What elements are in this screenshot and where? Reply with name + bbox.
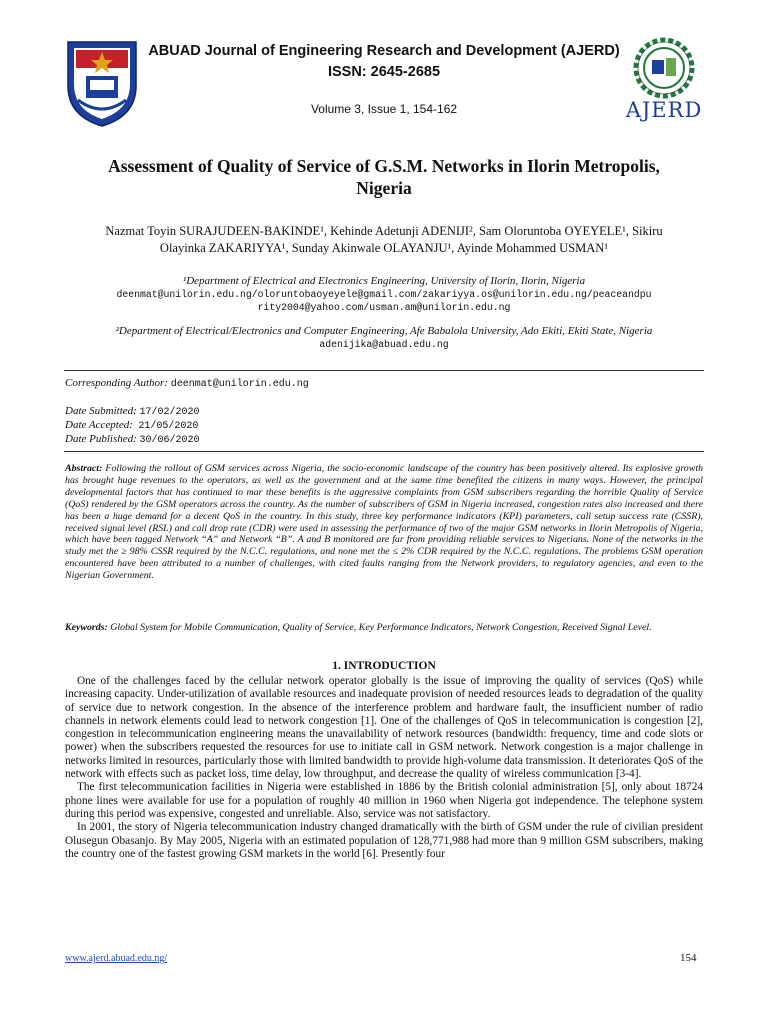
journal-issn: ISSN: 2645-2685 xyxy=(327,64,441,80)
paragraph-2-text: The first telecommunication facilities in Nigeria were established in 1886 by the British colonial administration [5], only about 18724 phone lines were available for use for a population of roughly 40 million in 1960 when Nigeria got independence. The telephone system during this period was expensive, congested and unreliable. Also, service was not satisfactory. xyxy=(65,781,703,820)
abstract-label: Abstract: xyxy=(65,463,103,474)
volume-info: Volume 3, Issue 1, 154-162 xyxy=(310,102,458,116)
ajerd-logo-text: AJERD xyxy=(625,98,703,122)
submitted-label: Date Submitted: xyxy=(65,405,137,417)
paragraph xyxy=(65,675,703,781)
accepted-label: Date Accepted: xyxy=(65,419,133,431)
page-number: 154 xyxy=(680,952,697,964)
keywords-text: Global System for Mobile Communication, Quality of Service, Key Performance Indicators, Network Congestion, Received Signal Level. xyxy=(110,622,652,633)
corresponding-email: deenmat@unilorin.edu.ng xyxy=(170,379,309,390)
submitted-date: 17/02/2020 xyxy=(139,407,200,418)
authors-line-2: Olayinka ZAKARIYYA¹, Sunday Akinwale OLAYANJU¹, Ayinde Mohammed USMAN¹ xyxy=(159,241,609,255)
corresponding-author xyxy=(65,376,309,392)
journal-website-link[interactable]: www.ajerd.abuad.edu.ng/ xyxy=(65,953,168,964)
affiliation-1-text: ¹Department of Electrical and Electronics Engineering, University of Ilorin, Ilorin, Nigeria xyxy=(182,275,586,287)
abstract xyxy=(65,463,703,582)
published-label: Date Published: xyxy=(65,433,137,445)
corresponding-label: Corresponding Author: xyxy=(65,377,168,389)
affiliation-2 xyxy=(40,325,728,351)
paper-title-line-2: Nigeria xyxy=(356,178,412,198)
affiliation-1-emails-line-2: rity2004@yahoo.com/usman.am@unilorin.edu.ng xyxy=(257,302,511,313)
keywords-label: Keywords: xyxy=(65,622,108,633)
paper-title-line-1: Assessment of Quality of Service of G.S.M. Networks in Ilorin Metropolis, xyxy=(108,156,660,176)
paragraph xyxy=(65,781,703,821)
published-date: 30/06/2020 xyxy=(139,435,200,446)
paragraph xyxy=(65,821,703,861)
divider xyxy=(64,451,704,452)
paper-title xyxy=(60,155,708,199)
paragraph-1-text: One of the challenges faced by the cellular network operator globally is the issue of improving the quality of services (QoS) while increasing capacity. Under-utilization of available resources and inadequate provision of needed resources leads to degradation of the quality of service due to network congestion. In the absence of the interference problem and hardware fault, the insufficient number of radio channels in network elements could lead to network congestion [1]. One of the challenges of QoS in telecommunication is congestion [2], congestion in telecommunication engineering means the unavailability of network resources (bandwidth: frequency, time and code slots or power) when the subscribers requested the resources for use to initiate call in GSM network. Network congestion is a major challenge in networks limited in resources, particularly those with limited bandwidth to provide high-volume data transmission. It deteriorates QoS of the network with effects such as packet loss, time delay, low throughput, and decrease the quality of wireless communication [3-4]. xyxy=(65,675,703,781)
affiliation-1-emails-line-1: deenmat@unilorin.edu.ng/oloruntobaoyeyele@gmail.com/zakariyya.os@unilorin.edu.ng/peaceandpu xyxy=(116,289,652,300)
accepted-date: 21/05/2020 xyxy=(138,421,199,432)
affiliation-2-text: ²Department of Electrical/Electronics and Computer Engineering, Afe Babalola University, Ado Ekiti, Ekiti State, Nigeria xyxy=(115,325,653,337)
date-published xyxy=(65,432,200,448)
abstract-text: Following the rollout of GSM services across Nigeria, the socio-economic landscape of the country has been positively altered. Its explosive growth has brought huge revenues to the operators, as well as the government and at the same time benefited the citizens in many ways. However, the principal developmental factors that has continued to mar these benefits is the aggressive complaints from GSM subscribers regarding the horrible Quality of Service (QoS) rendered by the GSM operators across the country. As the number of subscribers of GSM in Nigeria increased, congestion rates also increased and there has been a huge demand for a decent QoS in the country. In this study, three key performance indicators (KPI) parameters, call setup success rate (CSSR), received signal level (RSL) and call drop rate (CDR) were used in assessing the performance of two of the major GSM networks in Ilorin Metropolis of Nigeria, which have been tagged Network “A” and Network “B”. A and B monitored are far from providing reliable services to Nigerians. None of the networks in the study met the ≥ 98% CSSR required by the N.C.C. regulations, and none met the ≤ 2% CDR required by the N.C.C. regulations. The problems GSM operation encountered have been attributed to a number of challenges, with cited faults ranging from the Network providers, to regulatory agencies, and even to the Nigerian Government. xyxy=(65,463,704,582)
author-list xyxy=(60,223,708,257)
authors-line-1: Nazmat Toyin SURAJUDEEN-BAKINDE¹, Kehinde Adetunji ADENIJI², Sam Oloruntoba OYEYELE¹, Sikiru xyxy=(105,224,663,238)
journal-title: ABUAD Journal of Engineering Research and Development (AJERD) xyxy=(148,43,620,59)
introduction-body xyxy=(65,675,703,861)
paragraph-3-text: In 2001, the story of Nigeria telecommunication industry changed dramatically with the birth of GSM under the rule of civilian president Olusegun Obasanjo. By May 2005, Nigeria with an estimated population of 128,771,988 had more than 9 million GSM subscribers, making the country one of the fastest growing GSM markets in the world [6]. Presently four xyxy=(65,821,703,860)
affiliation-1 xyxy=(40,275,728,314)
keywords xyxy=(65,622,703,634)
divider xyxy=(64,370,704,371)
affiliation-2-email: adenijika@abuad.edu.ng xyxy=(319,339,449,350)
section-heading: 1. INTRODUCTION xyxy=(332,660,436,672)
